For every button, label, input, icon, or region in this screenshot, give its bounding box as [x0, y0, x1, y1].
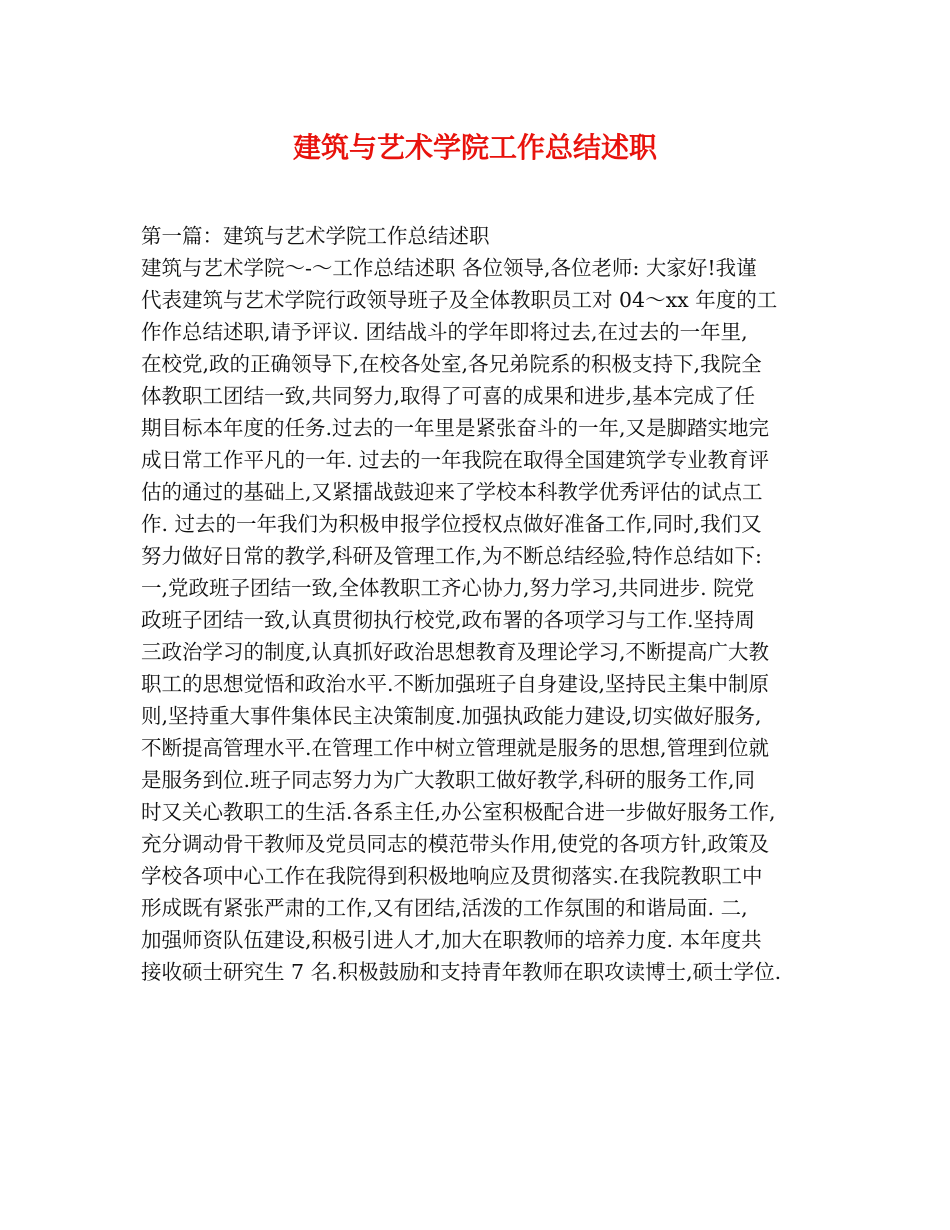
text-line: 接收硕士研究生 7 名.积极鼓励和支持青年教师在职攻读博士,硕士学位.	[141, 960, 782, 984]
text-line: 一,党政班子团结一致,全体教职工齐心协力,努力学习,共同进步. 院党	[141, 576, 755, 600]
text-line: 成日常工作平凡的一年. 过去的一年我院在取得全国建筑学专业教育评	[141, 448, 770, 472]
body-text	[141, 220, 821, 988]
text-line: 形成既有紧张严肃的工作,又有团结,活泼的工作氛围的和谐局面. 二,	[141, 896, 748, 920]
text-line: 政班子团结一致,认真贯彻执行校党,政布署的各项学习与工作.坚持周	[141, 608, 756, 632]
text-line: 时又关心教职工的生活.各系主任,办公室积极配合进一步做好服务工作,	[141, 800, 776, 824]
text-line: 第一篇：建筑与艺术学院工作总结述职	[141, 224, 490, 248]
text-line: 估的通过的基础上,又紧擂战鼓迎来了学校本科教学优秀评估的试点工	[141, 480, 763, 504]
text-line: 代表建筑与艺术学院行政领导班子及全体教职员工对 04～xx 年度的工	[141, 288, 778, 312]
text-line: 体教职工团结一致,共同努力,取得了可喜的成果和进步,基本完成了任	[141, 384, 756, 408]
text-line: 作作总结述职,请予评议. 团结战斗的学年即将过去,在过去的一年里,	[141, 320, 748, 344]
text-line: 期目标本年度的任务.过去的一年里是紧张奋斗的一年,又是脚踏实地完	[141, 416, 770, 440]
text-line: 加强师资队伍建设,积极引进人才,加大在职教师的培养力度. 本年度共	[141, 928, 762, 952]
text-line: 三政治学习的制度,认真抓好政治思想教育及理论学习,不断提高广大教	[141, 640, 770, 664]
text-line: 建筑与艺术学院～-～工作总结述职 各位领导,各位老师: 大家好!我谨	[141, 256, 757, 280]
text-line: 则,坚持重大事件集体民主决策制度.加强执政能力建设,切实做好服务,	[141, 704, 762, 728]
text-line: 充分调动骨干教师及党员同志的模范带头作用,使党的各项方针,政策及	[141, 832, 770, 856]
text-line: 学校各项中心工作在我院得到积极地响应及贯彻落实.在我院教职工中	[141, 864, 763, 888]
page-title: 建筑与艺术学院工作总结述职	[292, 131, 657, 164]
text-line: 在校党,政的正确领导下,在校各处室,各兄弟院系的积极支持下,我院全	[141, 352, 762, 376]
text-line: 职工的思想觉悟和政治水平.不断加强班子自身建设,坚持民主集中制原	[141, 672, 770, 696]
text-line: 是服务到位.班子同志努力为广大教职工做好教学,科研的服务工作,同	[141, 768, 756, 792]
text-line: 作. 过去的一年我们为积极申报学位授权点做好准备工作,同时,我们又	[141, 512, 762, 536]
text-line: 努力做好日常的教学,科研及管理工作,为不断总结经验,特作总结如下:	[141, 544, 762, 568]
text-line: 不断提高管理水平.在管理工作中树立管理就是服务的思想,管理到位就	[141, 736, 770, 760]
